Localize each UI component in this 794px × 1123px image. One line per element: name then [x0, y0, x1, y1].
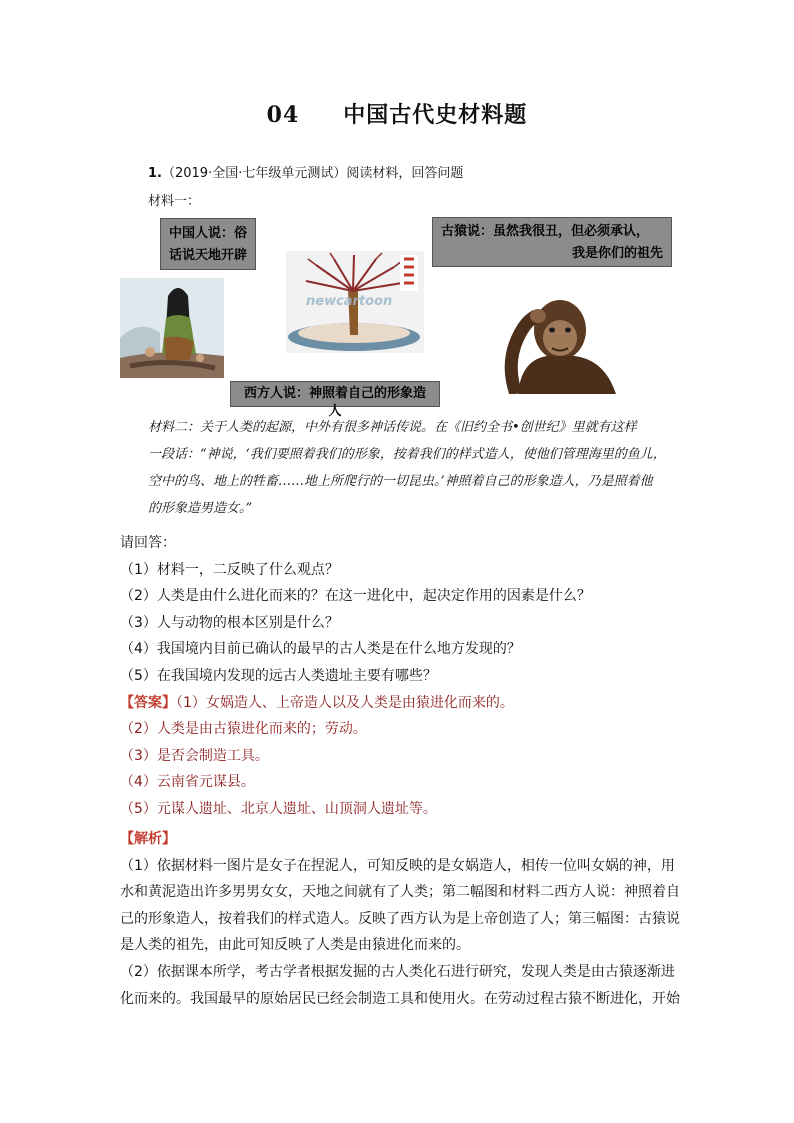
- questions-and-answers: [120, 530, 680, 823]
- speech-bubble-ape: [432, 217, 672, 267]
- nuwa-illustration: [120, 278, 224, 378]
- document-title: [0, 98, 794, 129]
- question-source: （2019·全国·七年级单元测试）: [161, 166, 347, 181]
- material2-text: [148, 414, 678, 522]
- answer-item: （2）人类是由古猿进化而来的；劳动。: [120, 721, 367, 738]
- analysis-line: 己的形象造人，按着我们的样式造人。反映了西方认为是上帝创造了人；第三幅图：古猿说: [120, 910, 680, 927]
- tree-watermark: newcartoon: [306, 294, 393, 309]
- bubble-ape-line2: 我是你们的祖先: [571, 246, 663, 261]
- sub-question: （5）在我国境内发现的远古人类遗址主要有哪些？: [120, 667, 437, 684]
- analysis-line: 水和黄泥造出许多男男女女，天地之间就有了人类；第二幅图和材料二西方人说：神照着自: [120, 884, 680, 901]
- speech-bubble-west: 西方人说：神照着自己的形象造人: [230, 381, 440, 407]
- sub-question: （3）人与动物的根本区别是什么？: [120, 614, 339, 631]
- tree-illustration: [286, 251, 424, 353]
- answer-item: （5）元谋人遗址、北京人遗址、山顶洞人遗址等。: [120, 800, 437, 817]
- answer-tag: 【答案】: [120, 694, 176, 711]
- document-number: 04: [266, 102, 300, 128]
- question-instruction: 阅读材料，回答问题: [346, 166, 464, 181]
- ape-illustration: [498, 290, 630, 394]
- analysis-line: 是人类的祖先，由此可知反映了人类是由猿进化而来的。: [120, 937, 470, 954]
- bubble-chinese-line2: 话说天地开辟: [169, 248, 248, 263]
- question-header: [148, 162, 463, 181]
- material2-line: 材料二：关于人类的起源，中外有很多神话传说。在《旧约全书•创世纪》里就有这样: [148, 420, 637, 435]
- material1-label: 材料一：: [148, 194, 201, 209]
- speech-bubble-chinese: [160, 218, 256, 270]
- sub-question: （1）材料一，二反映了什么观点？: [120, 561, 339, 578]
- analysis-line: （2）依据课本所学，考古学者根据发掘的古人类化石进行研究，发现人类是由古猿逐渐进: [120, 963, 675, 980]
- bubble-chinese-line1: 中国人说：俗: [169, 226, 248, 241]
- sub-question: （4）我国境内目前已确认的最早的古人类是在什么地方发现的？: [120, 641, 521, 658]
- answer-item: （1）女娲造人、上帝造人以及人类是由猿进化而来的。: [176, 694, 514, 711]
- analysis-line: 化而来的。我国最早的原始居民已经会制造工具和使用火。在劳动过程古猿不断进化，开始: [120, 990, 680, 1007]
- ask-label: 请回答：: [120, 535, 176, 551]
- material2-line: 一段话：“神说，‘我们要照着我们的形象，按着我们的样式造人，使他们管理海里的鱼儿，: [148, 447, 666, 462]
- question-index: 1.: [148, 166, 162, 181]
- material2-line: 空中的鸟、地上的牲畜……地上所爬行的一切昆虫。’神照着自己的形象造人，乃是照着他: [148, 474, 653, 489]
- material2-line: 的形象造男造女。”: [148, 501, 253, 516]
- answer-item: （3）是否会制造工具。: [120, 747, 269, 764]
- sub-question: （2）人类是由什么进化而来的？在这一进化中，起决定作用的因素是什么？: [120, 588, 591, 605]
- analysis-line: （1）依据材料一图片是女子在捏泥人，可知反映的是女娲造人，相传一位叫女娲的神，用: [120, 857, 675, 874]
- analysis-tag: 【解析】: [120, 831, 176, 847]
- document-title-text: 中国古代史材料题: [343, 102, 528, 128]
- analysis-section: [120, 826, 680, 1012]
- bubble-ape-line1: 古猿说：虽然我很丑，但必须承认，: [441, 224, 650, 239]
- answer-item: （4）云南省元谋县。: [120, 774, 255, 791]
